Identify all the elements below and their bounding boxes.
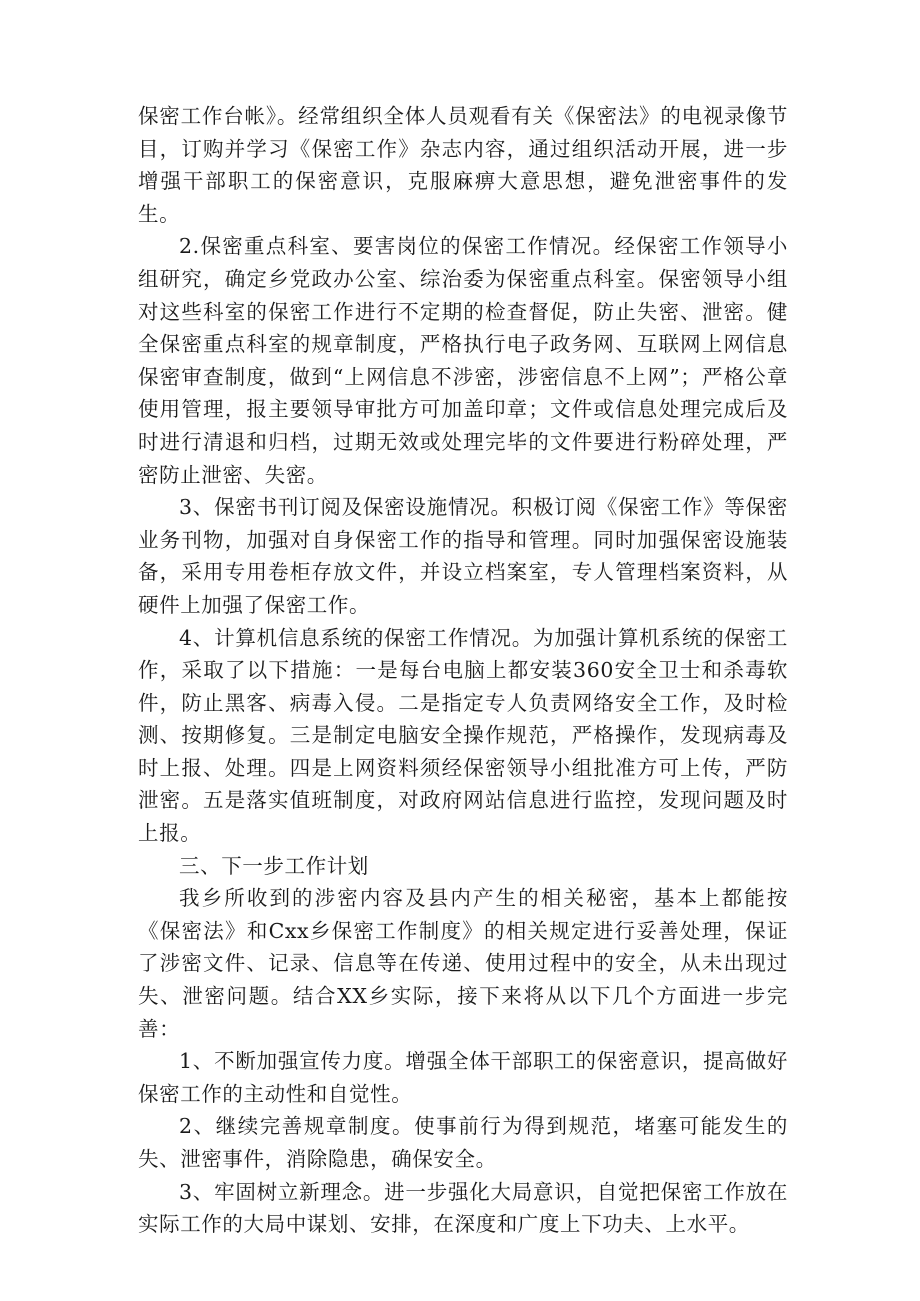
paragraph-3: 3、保密书刊订阅及保密设施情况。积极订阅《保密工作》等保密业务刊物，加强对自身保密工作的指导和管理。同时加强保密设施装备，采用专用卷柜存放文件，并设立档案室，专人管理档案资料，从硬件上加强了保密工作。	[138, 495, 788, 617]
section-heading: 三、下一步工作计划	[179, 853, 369, 878]
document-page	[138, 100, 788, 1241]
paragraph-5: 我乡所收到的涉密内容及县内产生的相关秘密，基本上都能按《保密法》和Cxx乡保密工作制度》的相关规定进行妥善处理，保证了涉密文件、记录、信息等在传递、使用过程中的安全，从未出现过失、泄密问题。结合XX乡实际，接下来将从以下几个方面进一步完善：	[138, 886, 788, 1041]
paragraph-4: 4、计算机信息系统的保密工作情况。为加强计算机系统的保密工作，采取了以下措施：一是每台电脑上都安装360安全卫士和杀毒软件，防止黑客、病毒入侵。二是指定专人负责网络安全工作，及时检测、按期修复。三是制定电脑安全操作规范，严格操作，发现病毒及时上报、处理。四是上网资料须经保密领导小组批准方可上传，严防泄密。五是落实值班制度，对政府网站信息进行监控，发现问题及时上报。	[138, 625, 788, 846]
plan-item-2: 2、继续完善规章制度。使事前行为得到规范，堵塞可能发生的失、泄密事件，消除隐患，确保安全。	[138, 1114, 788, 1171]
paragraph-1: 保密工作台帐》。经常组织全体人员观看有关《保密法》的电视录像节目，订购并学习《保密工作》杂志内容，通过组织活动开展，进一步增强干部职工的保密意识，克服麻痹大意思想，避免泄密事件的发生。	[138, 104, 788, 226]
plan-item-3: 3、牢固树立新理念。进一步强化大局意识，自觉把保密工作放在实际工作的大局中谋划、安排，在深度和广度上下功夫、上水平。	[138, 1179, 788, 1237]
plan-item-1: 1、不断加强宣传力度。增强全体干部职工的保密意识，提高做好保密工作的主动性和自觉性。	[138, 1049, 788, 1106]
paragraph-2: 2.保密重点科室、要害岗位的保密工作情况。经保密工作领导小组研究，确定乡党政办公室、综治委为保密重点科室。保密领导小组对这些科室的保密工作进行不定期的检查督促，防止失密、泄密。健全保密重点科室的规章制度，严格执行电子政务网、互联网上网信息保密审查制度，做到“上网信息不涉密，涉密信息不上网”；严格公章使用管理，报主要领导审批方可加盖印章；文件或信息处理完成后及时进行清退和归档，过期无效或处理完毕的文件要进行粉碎处理，严密防止泄密、失密。	[138, 234, 788, 487]
